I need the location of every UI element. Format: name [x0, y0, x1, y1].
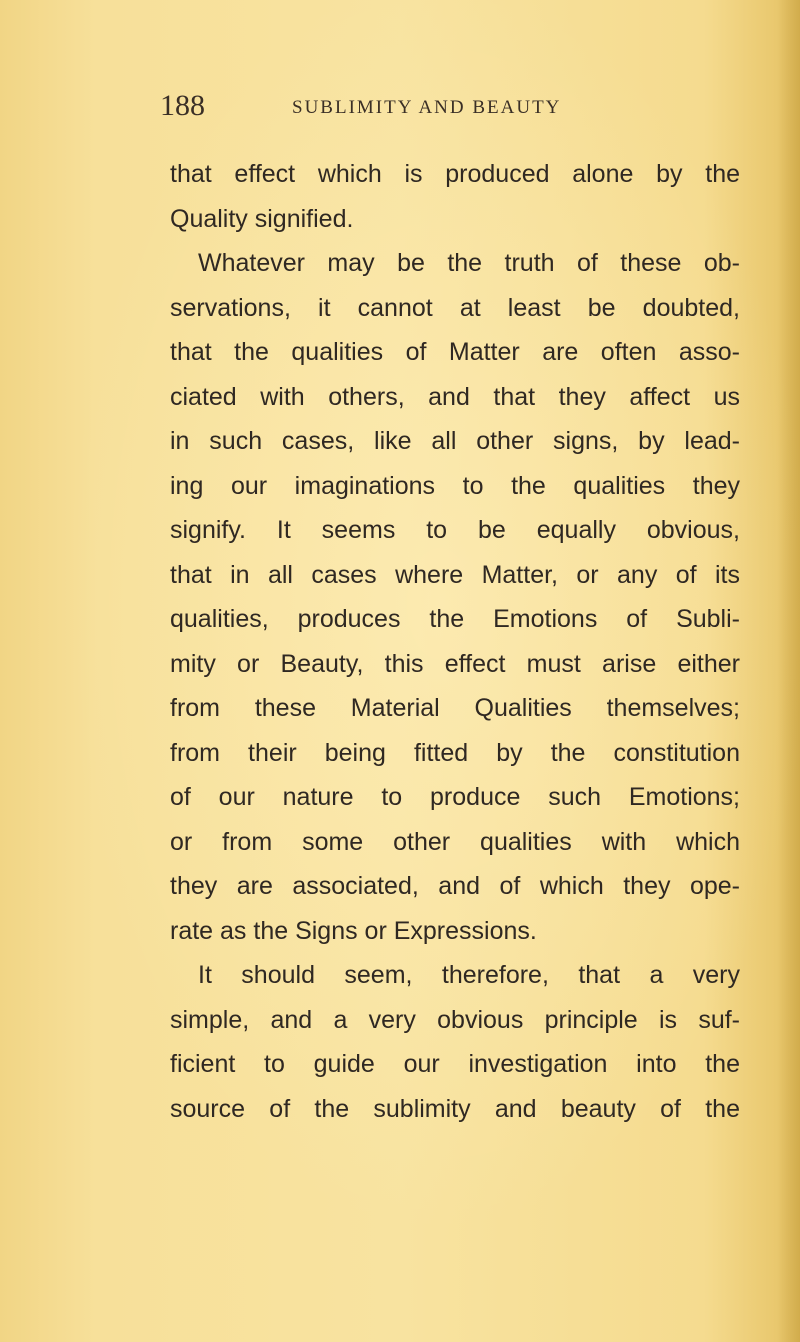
text-line: in such cases, like all other signs, by lead- [170, 427, 740, 455]
text-line: from their being fitted by the constitution [170, 738, 740, 767]
text-line: that the qualities of Matter are often asso- [170, 338, 740, 366]
text-line: qualities, produces the Emotions of Subli- [170, 605, 740, 633]
text-line: rate as the Signs or Expressions. [170, 916, 537, 945]
text-line: servations, it cannot at least be doubted, [170, 293, 740, 322]
page-number: 188 [160, 89, 205, 122]
text-line: of our nature to produce such Emotions; [170, 783, 740, 811]
text-line: Quality signified. [170, 204, 354, 233]
text-line: ing our imaginations to the qualities they [170, 471, 740, 500]
text-line: source of the sublimity and beauty of the [170, 1094, 740, 1123]
text-line: that in all cases where Matter, or any of its [170, 560, 740, 589]
text-line: they are associated, and of which they ope- [170, 872, 740, 900]
text-line: simple, and a very obvious principle is suf- [170, 1005, 740, 1034]
text-line: It should seem, therefore, that a very [198, 961, 740, 989]
body-text [170, 152, 740, 1131]
text-line: from these Material Qualities themselves; [170, 694, 740, 722]
text-line: Whatever may be the truth of these ob- [198, 249, 740, 277]
page-header [160, 88, 620, 124]
running-head: SUBLIMITY AND BEAUTY [292, 97, 562, 118]
text-line: mity or Beauty, this effect must arise either [170, 649, 740, 678]
text-line: or from some other qualities with which [170, 827, 740, 856]
text-line: signify. It seems to be equally obvious, [170, 516, 740, 544]
text-line: ficient to guide our investigation into the [170, 1050, 740, 1078]
text-line: ciated with others, and that they affect us [170, 382, 740, 411]
text-line: that effect which is produced alone by the [170, 160, 740, 188]
